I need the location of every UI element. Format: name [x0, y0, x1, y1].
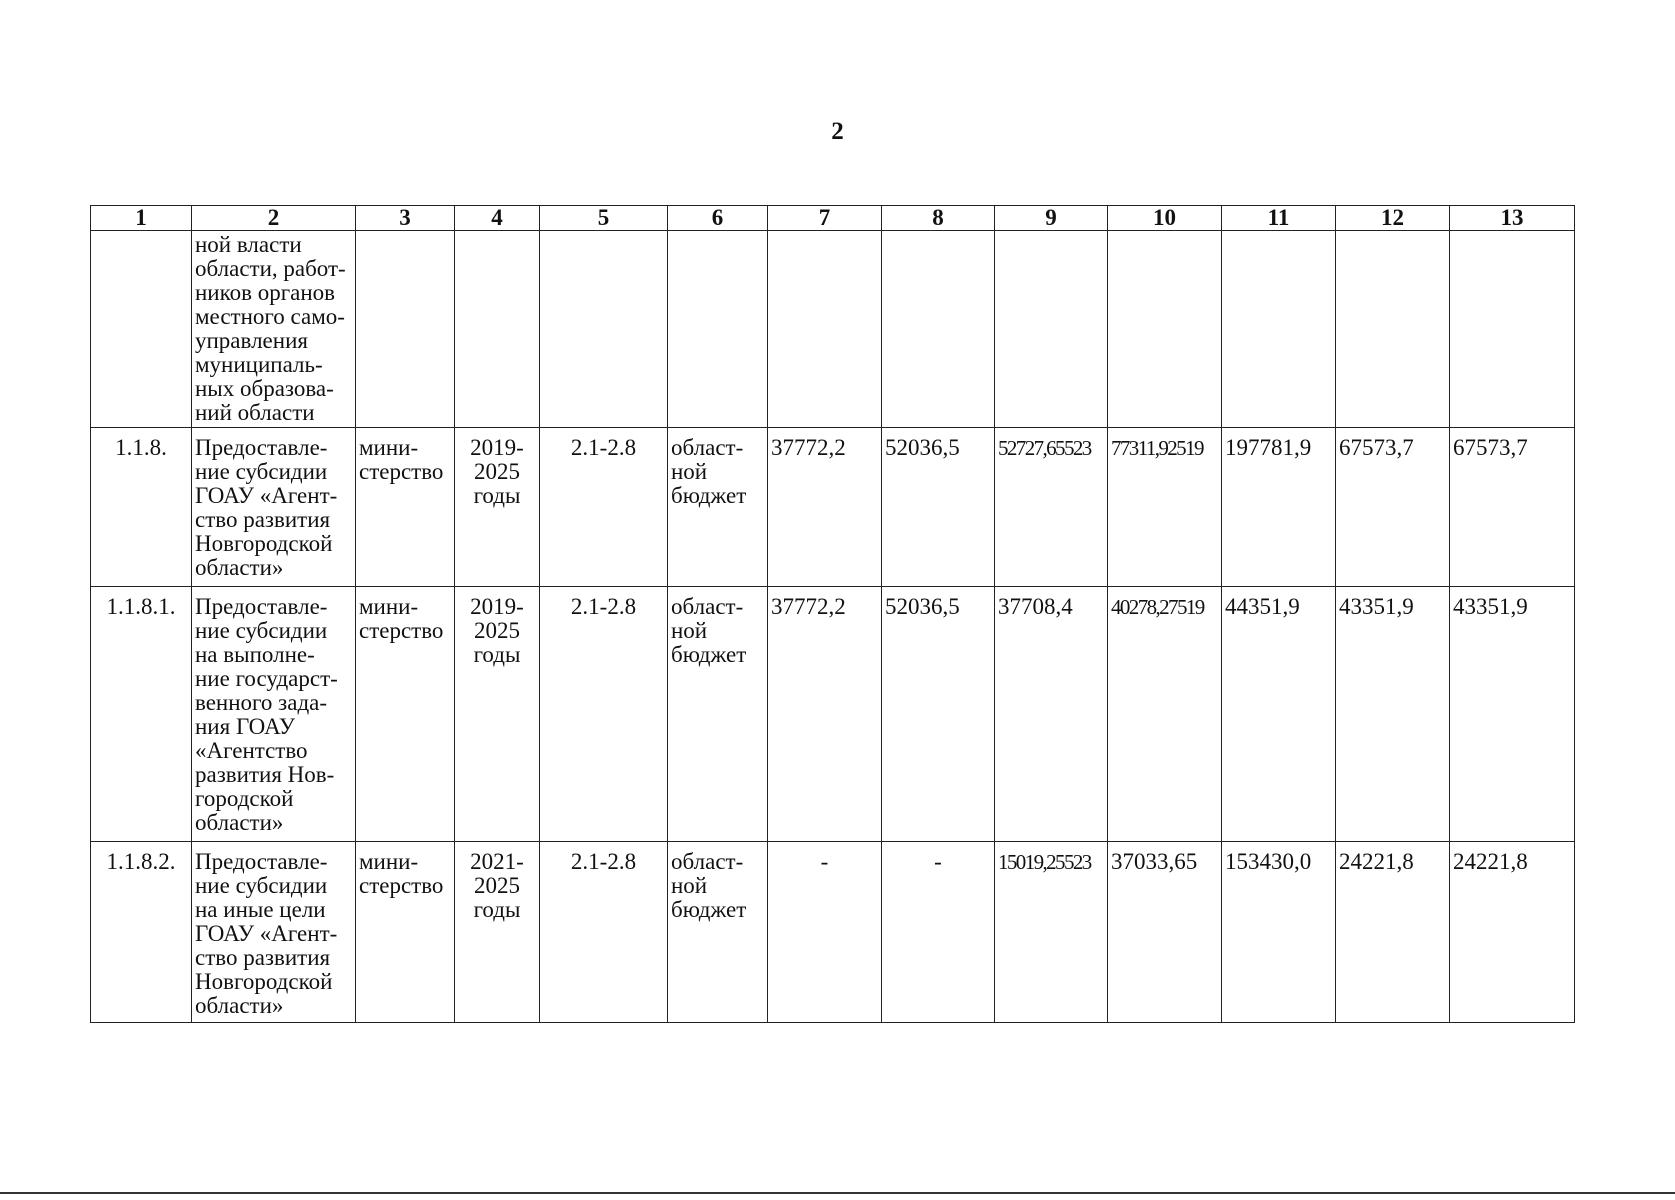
table-cell-value: 67573,7	[1336, 428, 1450, 587]
table-row	[91, 842, 1575, 1023]
table-cell	[1450, 231, 1575, 428]
table-cell-description: ной власти области, работ- ников органов местного само- управления муниципаль- ных образова- ний области	[192, 231, 356, 428]
table-cell-target: 2.1-2.8	[540, 587, 668, 842]
table-cell-source: област- ной бюджет	[668, 842, 768, 1023]
page-bottom-divider	[0, 1192, 1675, 1194]
table-cell-target: 2.1-2.8	[540, 428, 668, 587]
table-cell-description: Предоставле- ние субсидии ГОАУ «Агент- ство развития Новгородской области»	[192, 428, 356, 587]
table-cell-description: Предоставле- ние субсидии на иные цели ГОАУ «Агент- ство развития Новгородской области»	[192, 842, 356, 1023]
table-row	[91, 428, 1575, 587]
table-cell-value: 52036,5	[882, 428, 995, 587]
table-cell	[768, 231, 882, 428]
table-cell-value: 37708,4	[995, 587, 1108, 842]
table-cell-target: 2.1-2.8	[540, 842, 668, 1023]
table-cell-value: 37033,65	[1108, 842, 1222, 1023]
table-cell	[995, 231, 1108, 428]
column-header: 2	[192, 206, 356, 231]
table-cell-value: 37772,2	[768, 428, 882, 587]
table-cell-value: 43351,9	[1336, 587, 1450, 842]
table-cell-value: 40278,27519	[1108, 587, 1222, 842]
column-header: 5	[540, 206, 668, 231]
table-cell-value: 24221,8	[1336, 842, 1450, 1023]
table-cell-value: 77311,92519	[1108, 428, 1222, 587]
table-cell-code: 1.1.8.2.	[91, 842, 192, 1023]
table-cell-code: 1.1.8.1.	[91, 587, 192, 842]
table-cell-source: област- ной бюджет	[668, 428, 768, 587]
table-cell-value: 15019,25523	[995, 842, 1108, 1023]
table-cell	[1336, 231, 1450, 428]
table-cell-description: Предоставле- ние субсидии на выполне- ние государст- венного зада- ния ГОАУ «Агентство развития Нов- городской области»	[192, 587, 356, 842]
table-cell-value: 43351,9	[1450, 587, 1575, 842]
page-number: 2	[831, 118, 844, 145]
table-cell-value: 52036,5	[882, 587, 995, 842]
column-header: 9	[995, 206, 1108, 231]
table-cell	[882, 231, 995, 428]
table-header-row	[91, 206, 1575, 231]
table-cell	[1108, 231, 1222, 428]
table-cell-executor: мини- стерство	[356, 428, 455, 587]
column-header: 12	[1336, 206, 1450, 231]
column-header: 10	[1108, 206, 1222, 231]
table-cell-value: 197781,9	[1222, 428, 1336, 587]
column-header: 13	[1450, 206, 1575, 231]
table-cell-value: -	[882, 842, 995, 1023]
column-header: 3	[356, 206, 455, 231]
column-header: 7	[768, 206, 882, 231]
table-cell-executor: мини- стерство	[356, 842, 455, 1023]
table-cell	[668, 231, 768, 428]
table-cell-source: област- ной бюджет	[668, 587, 768, 842]
table-cell-period: 2019- 2025 годы	[455, 428, 540, 587]
table-cell	[356, 231, 455, 428]
table-row	[91, 587, 1575, 842]
column-header: 11	[1222, 206, 1336, 231]
table-cell-value: 37772,2	[768, 587, 882, 842]
column-header: 8	[882, 206, 995, 231]
table-cell	[455, 231, 540, 428]
table-cell-value: 44351,9	[1222, 587, 1336, 842]
table-cell-value: 67573,7	[1450, 428, 1575, 587]
table-cell-value: 52727,65523	[995, 428, 1108, 587]
table-cell-value: -	[768, 842, 882, 1023]
column-header: 1	[91, 206, 192, 231]
table-cell-code: 1.1.8.	[91, 428, 192, 587]
table-cell-value: 153430,0	[1222, 842, 1336, 1023]
table-cell	[1222, 231, 1336, 428]
table-cell	[540, 231, 668, 428]
table-cell-executor: мини- стерство	[356, 587, 455, 842]
table-cell	[91, 231, 192, 428]
table-cell-period: 2021- 2025 годы	[455, 842, 540, 1023]
table-row-continuation	[91, 231, 1575, 428]
table-cell-value: 24221,8	[1450, 842, 1575, 1023]
column-header: 4	[455, 206, 540, 231]
budget-table	[90, 205, 1575, 1023]
table-cell-period: 2019- 2025 годы	[455, 587, 540, 842]
column-header: 6	[668, 206, 768, 231]
